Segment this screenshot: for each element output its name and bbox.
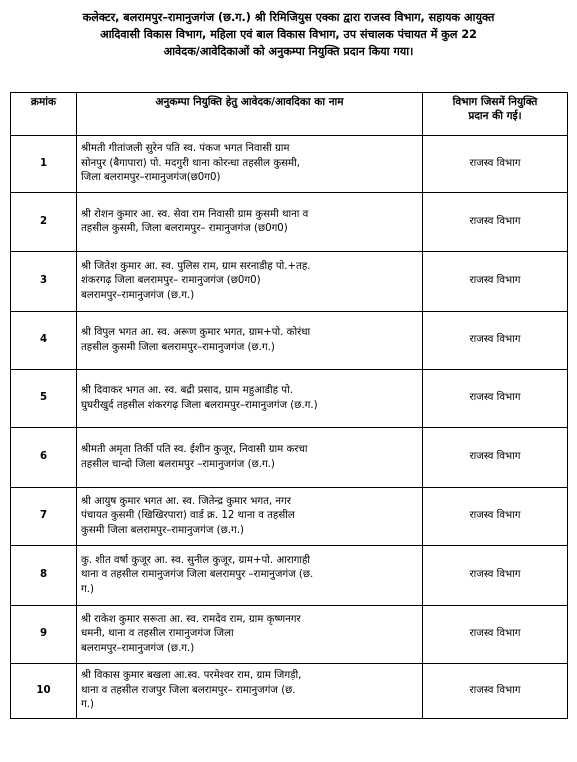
row-serial: 8 (11, 546, 77, 606)
header-department-line-1: विभाग जिसमें नियुक्ति (452, 96, 538, 108)
row-serial: 1 (11, 136, 77, 193)
row-applicant (77, 428, 423, 488)
row-serial: 6 (11, 428, 77, 488)
header-serial: क्रमांक (11, 93, 77, 136)
row-department: राजस्व विभाग (423, 312, 568, 370)
row-serial: 5 (11, 370, 77, 428)
row-applicant (77, 546, 423, 606)
table-row (11, 370, 568, 428)
row-serial: 9 (11, 606, 77, 664)
applicant-line: श्री आयुष कुमार भगत आ. स्व. जितेन्द्र कुमार भगत, नगर (81, 495, 291, 507)
table-row (11, 136, 568, 193)
row-department: राजस्व विभाग (423, 488, 568, 546)
applicant-line: श्री रोशन कुमार आ. स्व. सेवा राम निवासी ग्राम कुसमी थाना व (81, 208, 309, 220)
row-department: राजस्व विभाग (423, 252, 568, 312)
document-heading (10, 9, 567, 60)
header-applicant-name: अनुकम्पा नियुक्ति हेतु आवेदक/आवदिका का नाम (77, 93, 423, 136)
row-serial: 4 (11, 312, 77, 370)
table-header-row (11, 93, 568, 136)
table-row (11, 312, 568, 370)
applicant-line: श्री विकास कुमार बखला आ.स्व. परमेश्वर राम, ग्राम जिगड़ी, (81, 670, 302, 682)
applicant-line: घुघरीखुर्द तहसील शंकरगढ़ जिला बलरामपुर–रामानुजगंज (छ.ग.) (81, 399, 318, 411)
row-department: राजस्व विभाग (423, 606, 568, 664)
row-applicant (77, 370, 423, 428)
row-department: राजस्व विभाग (423, 136, 568, 193)
applicant-line: कुसमी जिला बलरामपुर–रामानुजगंज (छ.ग.) (81, 524, 244, 536)
heading-line-2: आदिवासी विकास विभाग, महिला एवं बाल विकास विभाग, उप संचालक पंचायत में कुल 22 (100, 28, 477, 41)
row-department: राजस्व विभाग (423, 664, 568, 719)
row-serial: 7 (11, 488, 77, 546)
table-row (11, 193, 568, 252)
row-department: राजस्व विभाग (423, 428, 568, 488)
applicant-line: बलरामपुर–रामानुजगंज (छ.ग.) (81, 289, 195, 301)
applicant-line: तहसील कुसमी जिला बलरामपुर–रामानुजगंज (छ.ग.) (81, 341, 275, 353)
applicant-line: श्रीमती गीतांजली सुरेन पति स्व. पंकज भगत निवासी ग्राम (81, 143, 290, 155)
row-serial: 2 (11, 193, 77, 252)
row-applicant (77, 606, 423, 664)
applicant-line: पंचायत कुसमी (खिखिरपारा) वार्ड क्र. 12 थाना व तहसील (81, 510, 295, 522)
row-department: राजस्व विभाग (423, 193, 568, 252)
applicant-line: तहसील चान्दो जिला बलरामपुर –रामानुजगंज (छ.ग.) (81, 458, 275, 470)
table-row (11, 546, 568, 606)
heading-line-1: कलेक्टर, बलरामपुर–रामानुजगंज (छ.ग.) श्री रिमिजियुस एक्का द्वारा राजस्व विभाग, सहायक आयुक्त (82, 11, 495, 24)
applicant-line: श्री दिवाकर भगत आ. स्व. बद्री प्रसाद, ग्राम महुआडीह पो. (81, 385, 293, 396)
applicant-line: कु. शीत वर्षा कुजूर आ. स्व. सुनील कुजूर, ग्राम+पो. आरागाही (81, 554, 311, 566)
applicant-line: सोनपुर (बैगापारा) पो. मदगुरी थाना कोरन्धा तहसील कुसमी, (81, 157, 300, 169)
header-department (423, 93, 568, 136)
heading-line-3: आवेदक/आवेदिकाओं को अनुकम्पा नियुक्ति प्रदान किया गया। (163, 45, 414, 58)
row-applicant (77, 312, 423, 370)
applicant-line: शंकरगढ़ जिला बलरामपुर– रामानुजगंज (छ0ग0) (81, 275, 261, 287)
applicant-line: जिला बलरामपुर–रामानुजगंज(छ0ग0) (81, 172, 221, 184)
applicant-line: तहसील कुसमी, जिला बलरामपुर– रामानुजगंज (छ0ग0) (81, 223, 288, 234)
row-applicant (77, 252, 423, 312)
appointments-table (10, 92, 568, 719)
row-applicant (77, 664, 423, 719)
applicant-line: थाना व तहसील राजपुर जिला बलरामपुर– रामानुजगंज (छ. (81, 684, 296, 696)
row-applicant (77, 488, 423, 546)
row-applicant (77, 193, 423, 252)
applicant-line: श्रीमती अमृता तिर्की पति स्व. ईशीन कुजूर, निवासी ग्राम करचा (81, 444, 308, 455)
row-serial: 3 (11, 252, 77, 312)
table-row (11, 488, 568, 546)
applicant-line: धमनी, थाना व तहसील रामानुजगंज जिला (81, 628, 234, 640)
applicant-line: श्री जितेश कुमार आ. स्व. पुलिस राम, ग्राम सरनाडीह पो.+तह. (81, 260, 311, 272)
applicant-line: बलरामपुर–रामानुजगंज (छ.ग.) (81, 642, 195, 654)
applicant-line: थाना व तहसील रामानुजगंज जिला बलरामपुर –रामानुजगंज (छ. (81, 569, 314, 581)
applicant-line: ग.) (81, 583, 94, 595)
table-row (11, 606, 568, 664)
header-department-line-2: प्रदान की गई। (468, 110, 522, 122)
table-row (11, 428, 568, 488)
row-serial: 10 (11, 664, 77, 719)
row-applicant (77, 136, 423, 193)
table-row (11, 252, 568, 312)
row-department: राजस्व विभाग (423, 370, 568, 428)
applicant-line: ग.) (81, 699, 94, 711)
applicant-line: श्री राकेश कुमार सरूता आ. स्व. रामदेव राम, ग्राम कृष्णनगर (81, 613, 301, 625)
row-department: राजस्व विभाग (423, 546, 568, 606)
table-row (11, 664, 568, 719)
applicant-line: श्री विपुल भगत आ. स्व. अरूण कुमार भगत, ग्राम+पो. कोरंधा (81, 327, 311, 338)
